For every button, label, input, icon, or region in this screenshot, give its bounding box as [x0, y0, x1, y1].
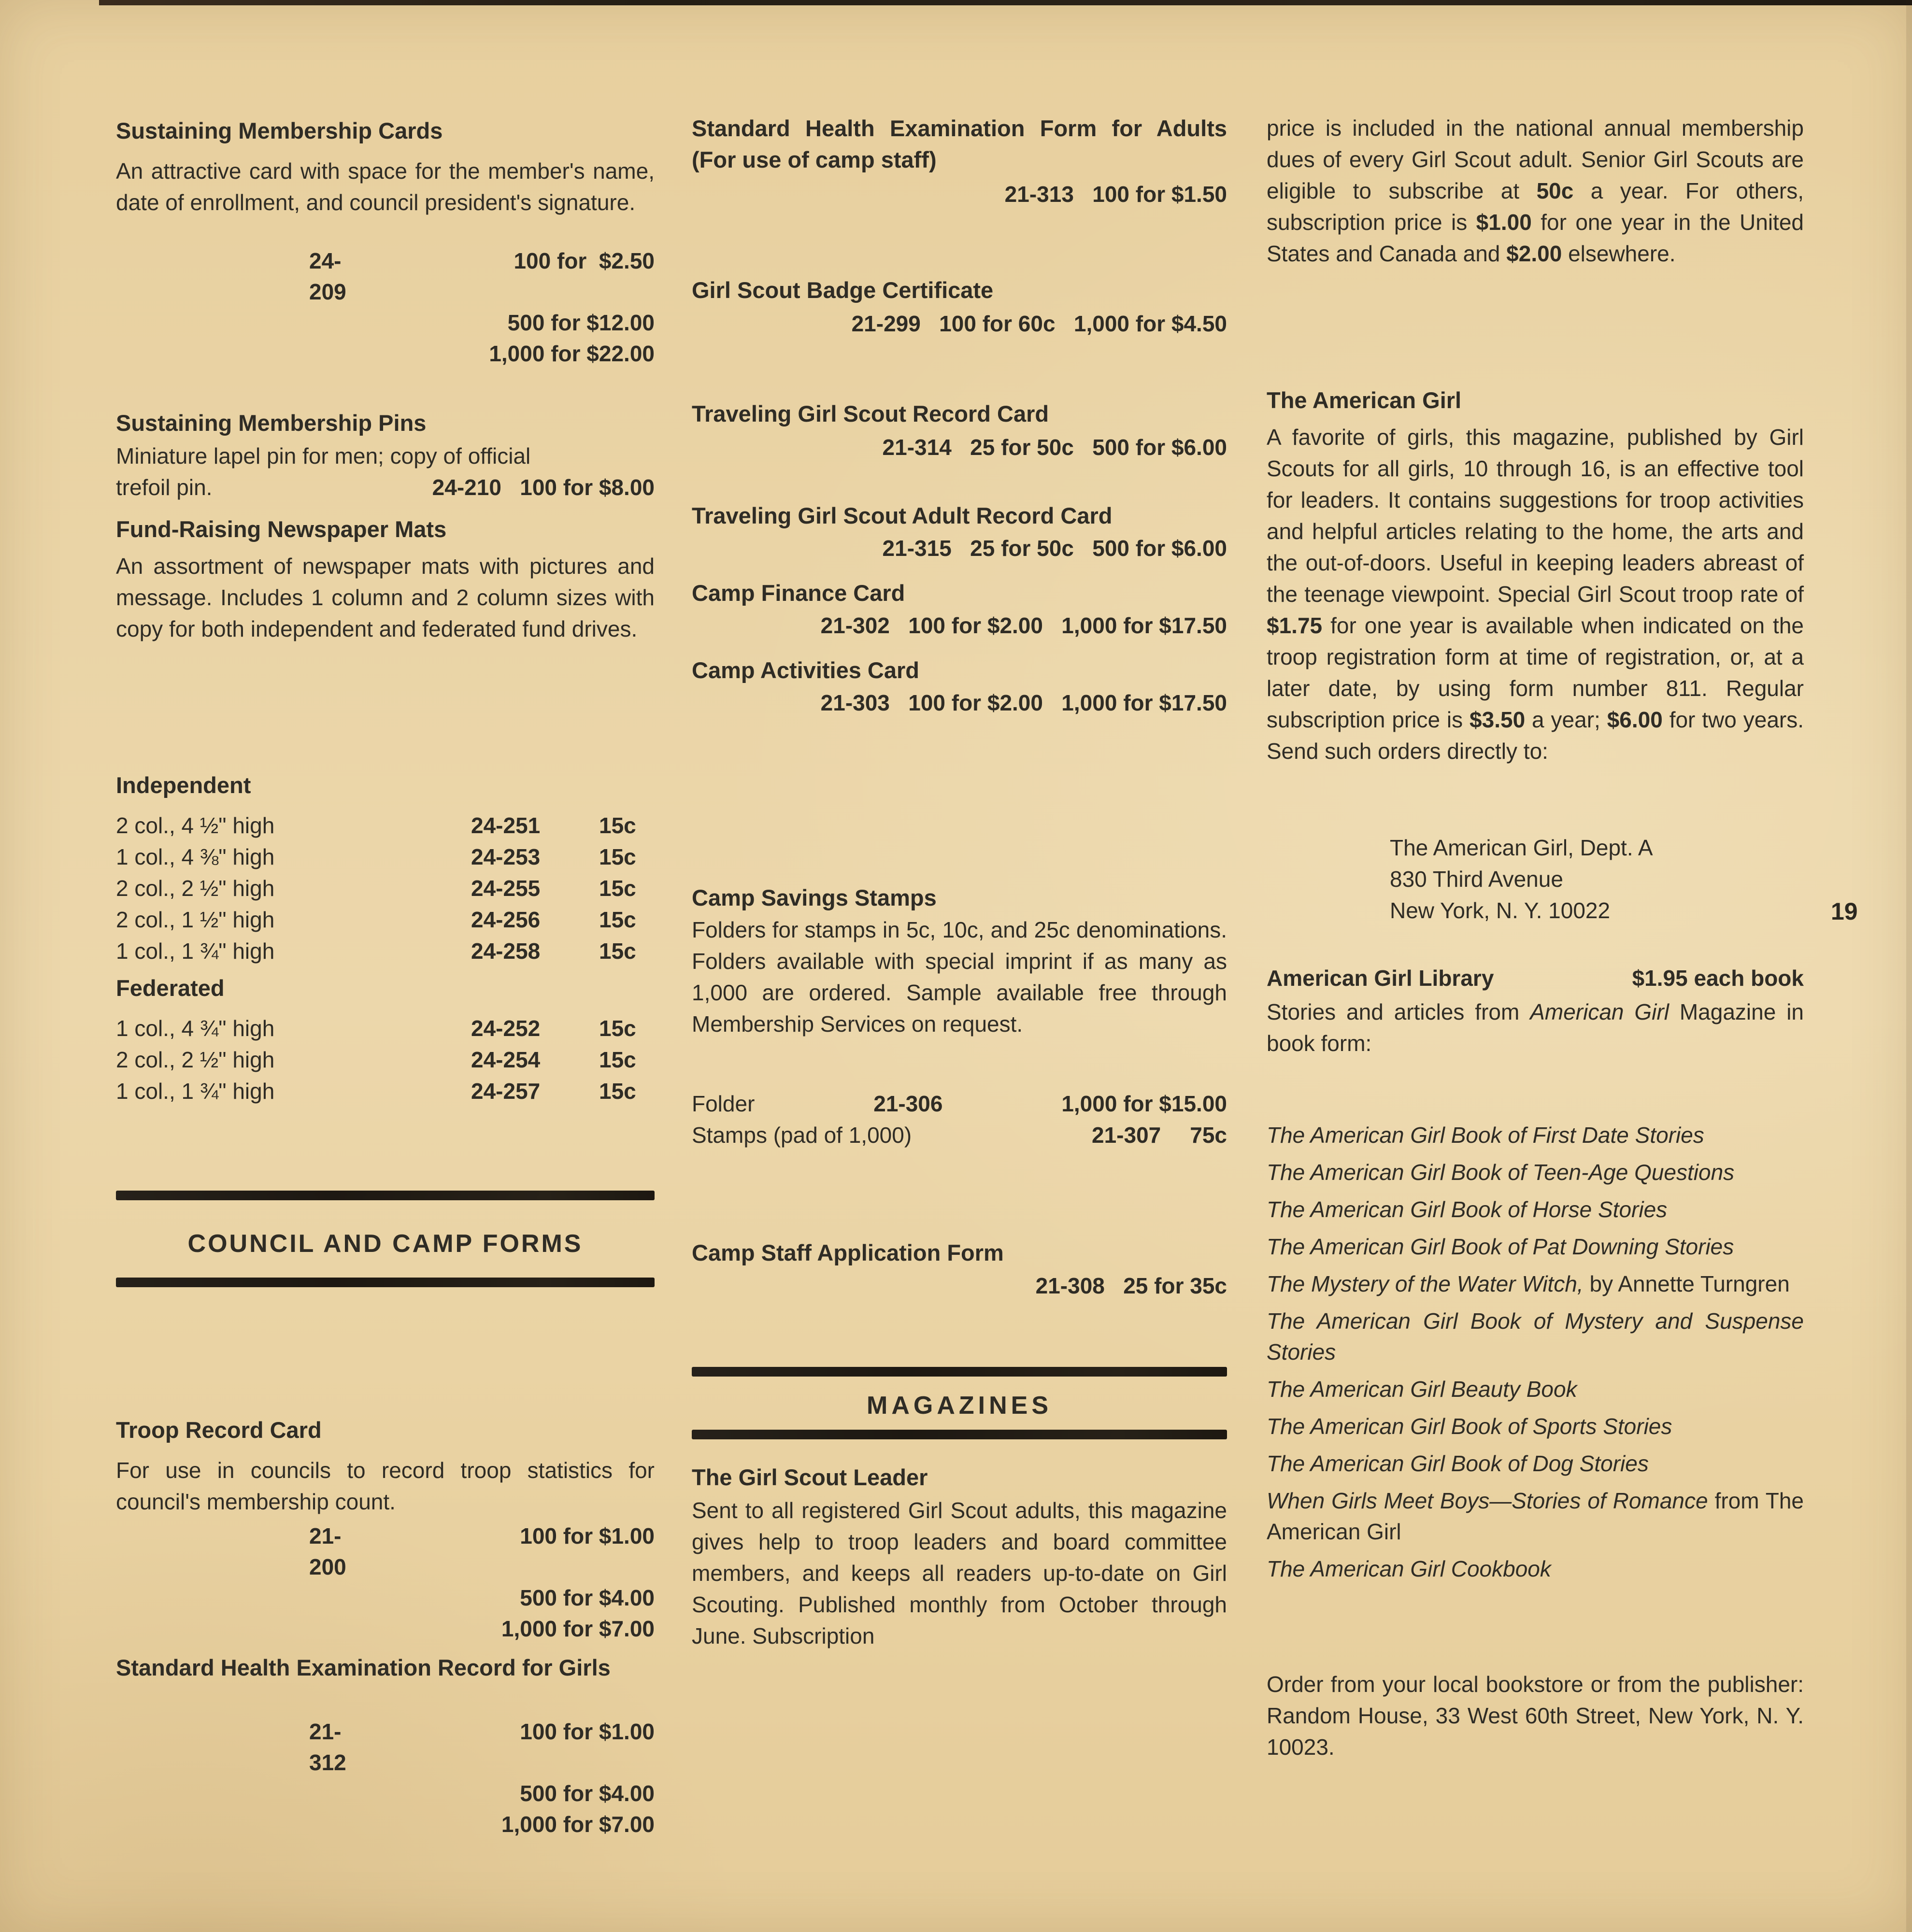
price-21-308: 21-308 25 for 35c [1035, 1273, 1227, 1298]
heading-traveling-record-card: Traveling Girl Scout Record Card [692, 401, 1049, 426]
price-21-302: 21-302 100 for $2.00 1,000 for $17.50 [820, 613, 1227, 638]
section-rule-top [116, 1191, 655, 1200]
mat-code: 24-252 [471, 1016, 541, 1041]
heading-fund-raising-mats: Fund-Raising Newspaper Mats [116, 516, 447, 542]
mat-price: 15c [599, 1079, 636, 1104]
item-code-empty [116, 307, 324, 338]
heading-camp-savings-stamps: Camp Savings Stamps [692, 885, 937, 910]
table-row [116, 1013, 655, 1044]
bold-price: $6.00 [1607, 707, 1663, 732]
item-price: 100 for $1.00 [520, 1719, 655, 1744]
item-label: Stamps (pad of 1,000) [692, 1122, 912, 1148]
price-row [116, 1809, 655, 1840]
table-row [116, 1076, 655, 1107]
item-code-empty [116, 338, 324, 369]
heading-health-form-adults: Standard Health Examination Form for Adults (For use of camp staff) [692, 115, 1227, 172]
heading-camp-finance-card: Camp Finance Card [692, 580, 905, 606]
book-title-italic: The American Girl Book of Pat Downing Stories [1267, 1234, 1734, 1259]
section-heading-magazines: MAGAZINES [867, 1392, 1052, 1420]
section-rule-bottom [692, 1430, 1227, 1439]
mat-size: 1 col., 4 ¾" high [116, 1016, 275, 1041]
bold-price: $3.50 [1470, 707, 1526, 732]
price-21-315: 21-315 25 for 50c 500 for $6.00 [882, 536, 1227, 561]
table-federated [116, 1013, 655, 1107]
table-row [116, 904, 655, 936]
text-segment: elsewhere. [1562, 241, 1676, 266]
paragraph-troop-record-card: For use in councils to record troop statistics for council's membership count. [116, 1458, 655, 1514]
price-row [116, 307, 655, 338]
text-segment: Stories and articles from [1267, 999, 1530, 1024]
address-line: The American Girl, Dept. A [1390, 835, 1653, 860]
item-price: 75c [1190, 1122, 1227, 1148]
book-title [1267, 1231, 1804, 1262]
text-segment: for one year in the United States and Canada and [1267, 210, 1804, 266]
book-title [1267, 1374, 1804, 1405]
item-code: 24-209 [309, 248, 346, 304]
book-title-italic: The American Girl Book of Sports Stories [1267, 1414, 1672, 1439]
paragraph-the-american-girl [1267, 422, 1804, 767]
mat-size: 2 col., 1 ½" high [116, 907, 275, 932]
address-block [1267, 832, 1804, 926]
stamps-price-rows [692, 1088, 1227, 1151]
item-code: 21-306 [873, 1091, 943, 1116]
item-code: 21-200 [309, 1523, 346, 1579]
library-title: American Girl Library [1267, 966, 1494, 991]
item-price: 1,000 for $7.00 [501, 1812, 655, 1837]
price-21-313: 21-313 100 for $1.50 [1004, 182, 1227, 207]
heading-troop-record-card: Troop Record Card [116, 1417, 322, 1443]
heading-the-american-girl: The American Girl [1267, 387, 1462, 413]
book-title-italic: The American Girl Beauty Book [1267, 1377, 1577, 1402]
heading-camp-staff-application: Camp Staff Application Form [692, 1240, 1004, 1265]
book-title-roman: by Annette Turngren [1583, 1271, 1790, 1296]
text-segment: a year. For others, subscription price is [1267, 178, 1804, 235]
paragraph-library-intro [1267, 996, 1804, 1059]
text-segment: a year; [1525, 707, 1607, 732]
mat-price: 15c [599, 844, 636, 869]
book-title [1267, 1157, 1804, 1188]
item-price: 500 for $12.00 [507, 310, 655, 335]
book-title [1267, 1448, 1804, 1479]
book-title-italic: When Girls Meet Boys—Stories of Romance [1267, 1488, 1708, 1513]
item-code-empty [116, 1582, 324, 1613]
table-row [116, 810, 655, 841]
heading-badge-certificate: Girl Scout Badge Certificate [692, 277, 994, 303]
item-label: Folder [692, 1091, 755, 1116]
item-price: 1,000 for $15.00 [1061, 1091, 1227, 1116]
text-segment: Magazine in book form: [1267, 999, 1804, 1056]
scan-edge-right [1906, 0, 1912, 1932]
paragraph-camp-savings-stamps: Folders for stamps in 5c, 10c, and 25c denominations. Folders available with special imprint if as many as 1,000 are ordered. Sample available free through Membership Services on request. [692, 917, 1227, 1037]
item-code: 21-307 [1092, 1122, 1161, 1148]
book-title-italic: The American Girl Book of First Date Stories [1267, 1122, 1704, 1148]
book-title-roman: from The American Girl [1267, 1488, 1804, 1544]
heading-girl-scout-leader: The Girl Scout Leader [692, 1464, 928, 1490]
mat-code: 24-257 [471, 1079, 541, 1104]
heading-health-record-girls: Standard Health Examination Record for Girls [116, 1655, 611, 1680]
bold-price: 50c [1536, 178, 1574, 203]
paragraph-order-info: Order from your local bookstore or from the publisher: Random House, 33 West 60th Street, New York, N. Y. 10023. [1267, 1672, 1804, 1760]
mat-code: 24-255 [471, 876, 541, 901]
book-title-italic: The American Girl Book of Horse Stories [1267, 1197, 1668, 1222]
heading-american-girl-library [1267, 963, 1804, 994]
address-line: 830 Third Avenue [1390, 867, 1563, 892]
column-right [1267, 0, 1804, 1932]
price-block-21-312 [116, 1716, 655, 1840]
subheading-federated: Federated [116, 975, 225, 1001]
mat-size: 2 col., 2 ½" high [116, 876, 275, 901]
mat-size: 2 col., 4 ½" high [116, 813, 275, 838]
mat-size: 2 col., 2 ½" high [116, 1047, 275, 1072]
subheading-independent: Independent [116, 772, 251, 798]
paragraph-girl-scout-leader: Sent to all registered Girl Scout adults, this magazine gives help to troop leaders and board committee members, and keeps all readers up-to-date on Girl Scouting. Published monthly from October through June. Subscription [692, 1498, 1227, 1648]
item-price: 100 for $2.50 [514, 248, 655, 273]
book-title-italic: The American Girl Book of Mystery and Suspense Stories [1267, 1308, 1804, 1364]
mat-code: 24-256 [471, 907, 541, 932]
mat-size: 1 col., 4 ⅜" high [116, 844, 275, 869]
price-21-299: 21-299 100 for 60c 1,000 for $4.50 [851, 311, 1227, 336]
book-title [1267, 1411, 1804, 1442]
item-price: 1,000 for $7.00 [501, 1616, 655, 1641]
mat-price: 15c [599, 907, 636, 932]
book-title-italic: The American Girl Cookbook [1267, 1556, 1551, 1581]
price-row [116, 1716, 655, 1778]
book-title [1267, 1553, 1804, 1584]
page-number: 19 [1831, 898, 1858, 925]
book-title [1267, 1306, 1804, 1367]
mat-code: 24-258 [471, 938, 541, 964]
book-title [1267, 1120, 1804, 1151]
book-title [1267, 1268, 1804, 1299]
heading-traveling-adult-record-card: Traveling Girl Scout Adult Record Card [692, 503, 1113, 528]
item-price: 500 for $4.00 [520, 1585, 655, 1610]
paragraph-pins-line1: Miniature lapel pin for men; copy of official [116, 443, 531, 469]
table-row [116, 936, 655, 967]
library-price: $1.95 each book [1632, 966, 1804, 991]
book-title-italic: The American Girl Book of Dog Stories [1267, 1451, 1649, 1476]
mat-price: 15c [599, 876, 636, 901]
mat-code: 24-251 [471, 813, 541, 838]
table-row [116, 1044, 655, 1076]
section-rule-top [692, 1367, 1227, 1377]
text-segment: price is included in the national annual membership dues of every Girl Scout adult. Senior Girl Scouts are eligible to subscribe at [1267, 115, 1804, 203]
bold-price: $1.00 [1476, 210, 1532, 235]
price-row-folder [692, 1088, 1227, 1120]
item-price: 100 for $1.00 [520, 1523, 655, 1548]
table-row [116, 873, 655, 904]
mat-code: 24-254 [471, 1047, 541, 1072]
paragraph-pins-line2 [116, 472, 655, 503]
heading-sustaining-membership-cards: Sustaining Membership Cards [116, 118, 443, 143]
mat-price: 15c [599, 1047, 636, 1072]
pins-text: trefoil pin. [116, 475, 213, 500]
mat-size: 1 col., 1 ¾" high [116, 1079, 275, 1104]
text-segment: A favorite of girls, this magazine, published by Girl Scouts for all girls, 10 through 16, is an effective tool for leaders. It contains suggestions for troop activities and helpful articles relating to the home, the arts and the out-of-doors. Useful in keeping leaders abreast of the teenage viewpoint. Special Girl Scout troop rate of [1267, 425, 1804, 607]
bold-price: $1.75 [1267, 613, 1323, 638]
mat-price: 15c [599, 938, 636, 964]
price-block-24-209 [116, 245, 655, 369]
price-21-303: 21-303 100 for $2.00 1,000 for $17.50 [820, 690, 1227, 715]
book-title [1267, 1194, 1804, 1225]
mat-size: 1 col., 1 ¾" high [116, 938, 275, 964]
book-title [1267, 1485, 1804, 1547]
item-code: 21-312 [309, 1719, 346, 1775]
item-code-empty [116, 1613, 324, 1644]
price-row [116, 1613, 655, 1644]
mat-price: 15c [599, 813, 636, 838]
address-line: New York, N. Y. 10022 [1390, 898, 1611, 923]
price-row [116, 1520, 655, 1582]
price-row [116, 1582, 655, 1613]
price-block-21-200 [116, 1520, 655, 1644]
pins-price: 24-210 100 for $8.00 [432, 475, 655, 500]
table-row [116, 841, 655, 873]
paragraph-fund-raising-mats: An assortment of newspaper mats with pictures and message. Includes 1 column and 2 column sizes with copy for both independent and federated fund drives. [116, 554, 655, 641]
text-segment: for one year is available when indicated on the troop registration form at time of registration, or, at a later date, by using form number 811. Regular subscription price is [1267, 613, 1804, 732]
section-heading-council-camp-forms: COUNCIL AND CAMP FORMS [187, 1230, 583, 1258]
italic-title: American Girl [1530, 999, 1669, 1024]
heading-sustaining-membership-pins: Sustaining Membership Pins [116, 410, 427, 436]
text-segment: for two years. Send such orders directly to: [1267, 707, 1804, 764]
price-row [116, 338, 655, 369]
column-middle [692, 0, 1227, 1932]
price-row [116, 1778, 655, 1809]
heading-camp-activities-card: Camp Activities Card [692, 657, 920, 683]
book-list [1267, 1120, 1804, 1591]
price-row [116, 245, 655, 307]
mat-price: 15c [599, 1016, 636, 1041]
item-code-empty [116, 1778, 324, 1809]
paragraph-leader-continued [1267, 113, 1804, 270]
item-price: 500 for $4.00 [520, 1781, 655, 1806]
book-title-italic: The American Girl Book of Teen-Age Questions [1267, 1160, 1735, 1185]
price-21-314: 21-314 25 for 50c 500 for $6.00 [882, 435, 1227, 460]
section-rule-bottom [116, 1278, 655, 1287]
column-left [116, 0, 655, 1932]
paragraph-sustaining-membership-cards: An attractive card with space for the member's name, date of enrollment, and council president's signature. [116, 158, 655, 215]
price-row-stamps [692, 1120, 1227, 1151]
book-title-italic: The Mystery of the Water Witch, [1267, 1271, 1584, 1296]
table-independent [116, 810, 655, 967]
item-price: 1,000 for $22.00 [489, 341, 655, 366]
bold-price: $2.00 [1506, 241, 1562, 266]
item-code-empty [116, 1809, 324, 1840]
mat-code: 24-253 [471, 844, 541, 869]
